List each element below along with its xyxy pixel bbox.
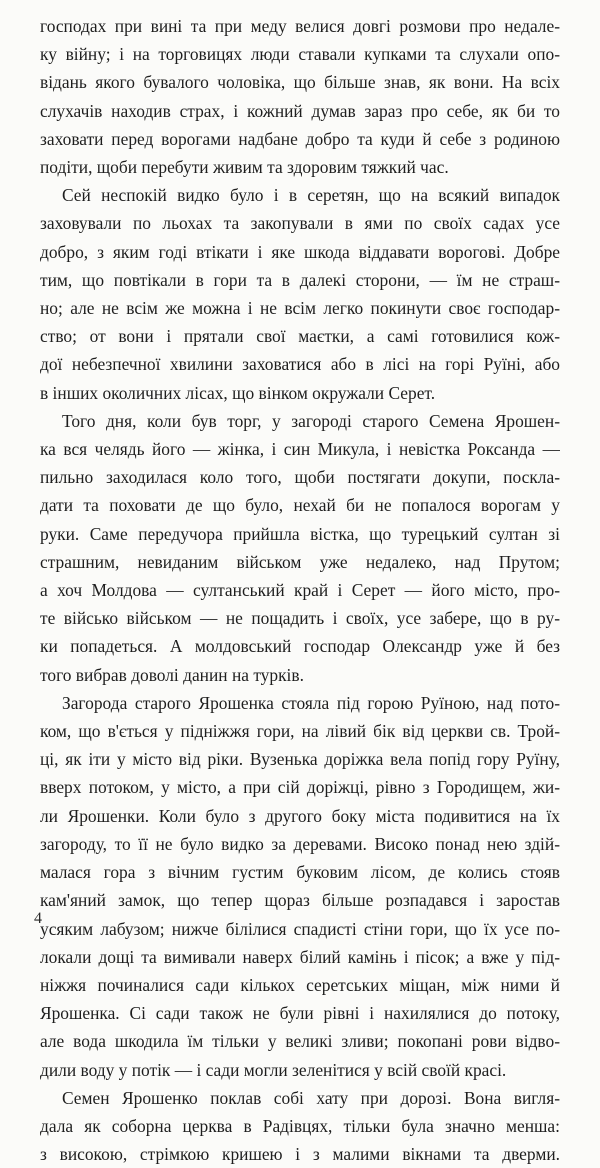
- text-line: подіти, щоби перебути живим та здоровим тяжкий час.: [40, 157, 449, 178]
- text-line: пильно заходилася коло того, щоби постягати докупи, поскла-: [40, 467, 560, 488]
- text-line: дати та поховати де що було, нехай би не попалося ворогам у: [40, 495, 560, 516]
- text-line: ки попадеться. А молдовський господар Олександр уже й без: [40, 636, 560, 657]
- book-page-text: [40, 12, 560, 1168]
- text-line: ство; от вони і прятали свої маєтки, а самі готовилися кож-: [40, 326, 560, 347]
- text-line: відань якого бувалого чоловіка, що більше знав, як вони. На всіх: [40, 72, 560, 93]
- text-line: заховати перед ворогами надбане добро та куди й себе з родиною: [40, 128, 560, 149]
- text-line: локали дощі та вимивали наверх білий камінь і пісок; а вже у під-: [40, 946, 560, 967]
- text-line: ці, як іти у місто від ріки. Вузенька доріжка вела попід гору Руїну,: [40, 749, 560, 770]
- text-line: ли Ярошенки. Коли було з другого боку міста подивитися на їх: [40, 805, 560, 826]
- text-line: слухачів находив страх, і кожний думав зараз про себе, як би то: [40, 100, 560, 121]
- text-line: страшним, невиданим військом уже недалеко, над Прутом;: [40, 551, 560, 572]
- text-line: малася гора з вічним густим буковим лісом, де колись стояв: [40, 862, 560, 883]
- text-line: заховували по льохах та закопували в ями по своїх садах усе: [40, 213, 560, 234]
- text-line: ніжжя починалися сади кількох серетських міщан, між ними й: [40, 974, 560, 995]
- text-line: Загорода старого Ярошенка стояла під горою Руїною, над пото-: [62, 692, 560, 713]
- paragraph: [40, 12, 560, 181]
- text-line: дала як соборна церква в Радівцях, тільки була значно менша:: [40, 1115, 560, 1136]
- text-line: господах при вині та при меду велися довгі розмови про недале-: [40, 16, 560, 36]
- text-line: Ярошенка. Сі сади також не були рівні і нахилялися до потоку,: [40, 1003, 560, 1024]
- text-line: ку війну; і на торговицях люди ставали купками та слухали опо-: [40, 44, 560, 65]
- text-line: тим, що повтікали в гори та в далекі сторони, — їм не страш-: [40, 269, 560, 290]
- text-line: те військо військом — не пощадить і своїх, усе забере, що в ру-: [40, 608, 560, 629]
- text-line: загороду, то її не було видко за деревами. Високо понад нею здій-: [40, 833, 560, 854]
- text-line: руки. Саме передучора прийшла вістка, що турецький султан зі: [40, 523, 560, 544]
- text-line: того вибрав доволі данин на турків.: [40, 664, 304, 685]
- paragraph: [40, 1084, 560, 1168]
- page-number: 4: [34, 910, 42, 927]
- text-line: Семен Ярошенко поклав собі хату при дорозі. Вона вигля-: [62, 1087, 560, 1108]
- text-line: кам'яний замок, що тепер щораз більше розпадався і заростав: [40, 890, 560, 911]
- text-line: а хоч Молдова — султанський край і Серет — його місто, про-: [40, 580, 560, 601]
- paragraph: [40, 181, 560, 407]
- text-line: в інших околичних лісах, що вінком окружали Серет.: [40, 382, 436, 403]
- text-line: вверх потоком, у місто, а при сій доріжці, рівно з Городищем, жи-: [40, 777, 560, 798]
- text-line: але вода шкодила їм тільки у великі зливи; покопані рови відво-: [40, 1031, 560, 1052]
- text-line: дили воду у потік — і сади могли зеленітися у всій своїй красі.: [40, 1059, 507, 1080]
- paragraph: [40, 407, 560, 689]
- text-line: дої небезпечної хвилини заховатися або в лісі на горі Руїні, або: [40, 354, 560, 375]
- text-line: Того дня, коли був торг, у загороді старого Семена Ярошен-: [62, 410, 560, 431]
- text-line: Сей неспокій видко було і в серетян, що на всякий випадок: [62, 185, 560, 206]
- text-line: ка вся челядь його — жінка, і син Микула, і невістка Роксанда —: [40, 439, 560, 460]
- text-line: добро, з яким годі втікати і яке шкода віддавати ворогові. Добре: [40, 241, 560, 262]
- text-line: ком, що в'ється у підніжжя гори, на лівий бік від церкви св. Трой-: [40, 721, 560, 742]
- text-line: но; але не всім же можна і не всім легко покинути своє господар-: [40, 298, 560, 319]
- text-line: з високою, стрімкою кришею і з малими вікнами та дверми.: [40, 1144, 560, 1165]
- paragraph: [40, 689, 560, 1084]
- text-line: усяким лабузом; нижче білілися спадисті стіни гори, що їх усе по-: [40, 918, 560, 939]
